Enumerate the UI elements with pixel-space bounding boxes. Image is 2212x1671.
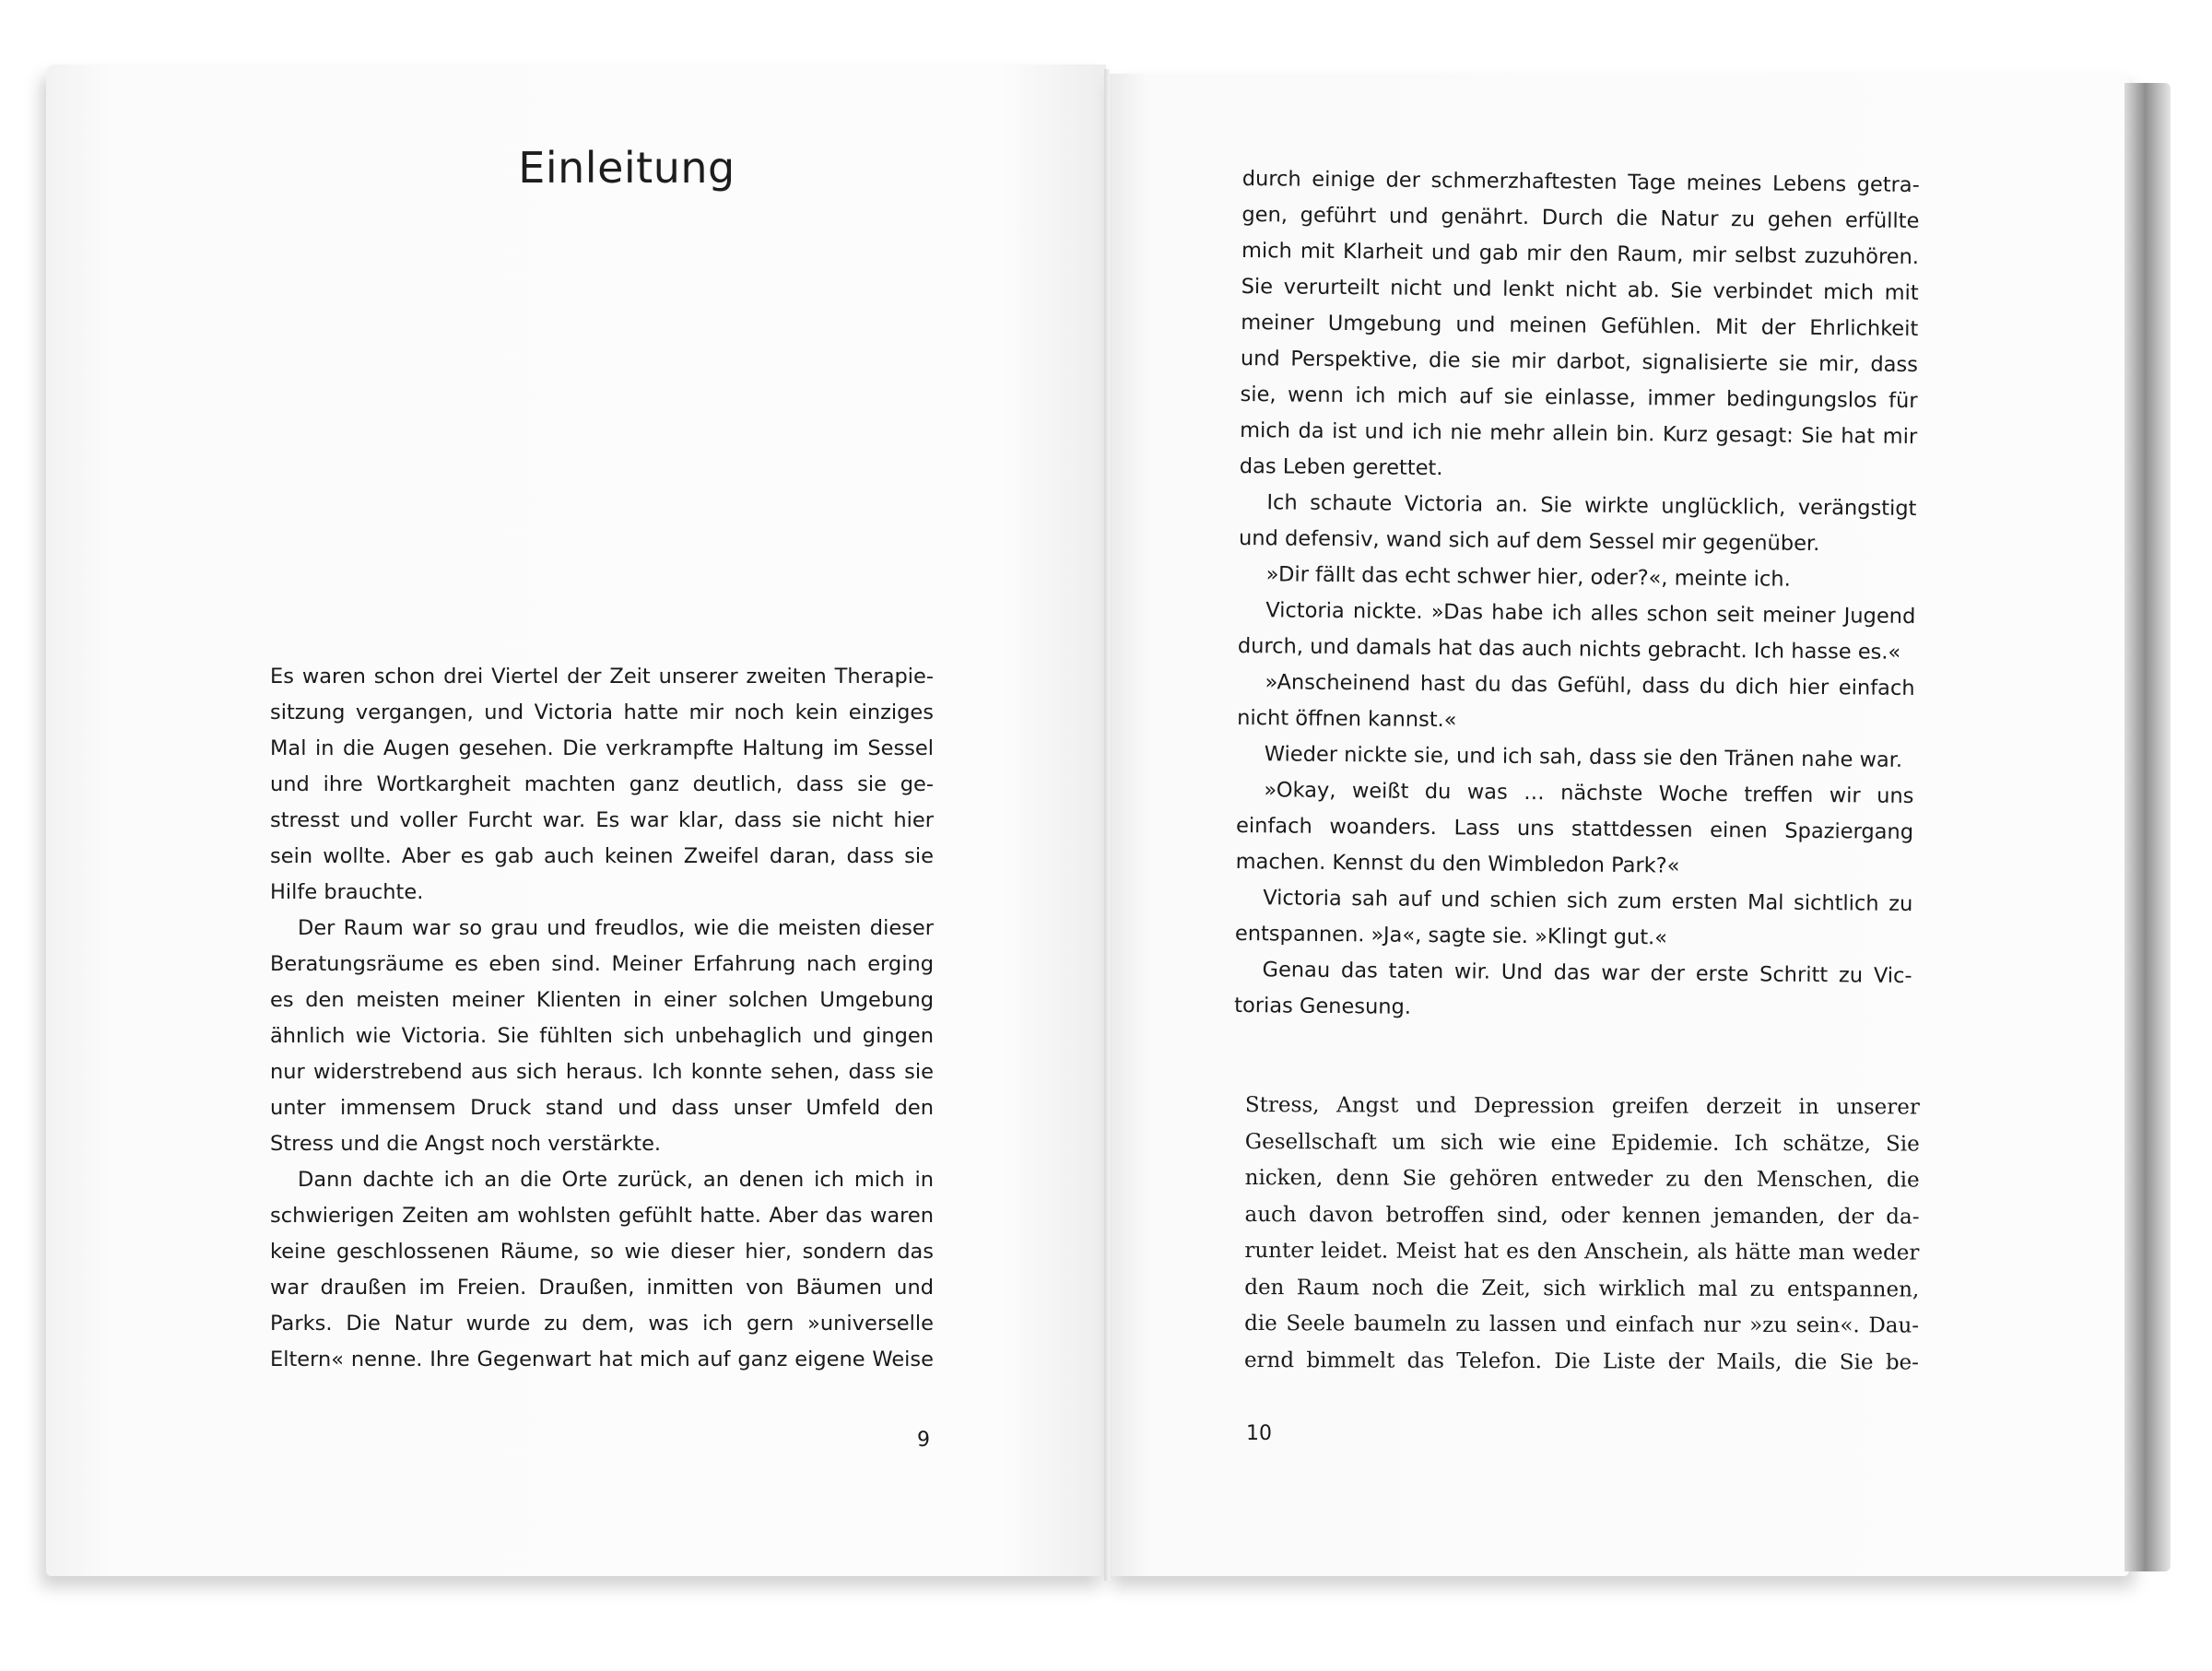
text-line: meiner Umgebung und meinen Gefühlen. Mit der Ehrlichkeit <box>1241 310 1919 342</box>
text-line: Genau das taten wir. Und das war der erste Schritt zu Vic- <box>1262 958 1912 989</box>
text-line: ähnlich wie Victoria. Sie fühlten sich unbehaglich und gingen <box>270 1024 934 1048</box>
text-line: »Dir fällt das echt schwer hier, oder?«, meinte ich. <box>1265 562 1791 592</box>
right-page-body-text <box>1234 161 1920 1030</box>
left-page-body-text <box>270 659 934 1378</box>
text-line: die Seele baumeln zu lassen und einfach nur »zu sein«. Dau- <box>1244 1311 1920 1338</box>
text-line: Hilfe brauchte. <box>270 880 424 904</box>
text-line: Victoria sah auf und schien sich zum ersten Mal sichtlich zu <box>1263 886 1913 917</box>
text-line: Dann dachte ich an die Orte zurück, an denen ich mich in <box>298 1168 934 1192</box>
text-line: den Raum noch die Zeit, sich wirklich mal zu entspannen, <box>1244 1275 1920 1302</box>
text-line: runter leidet. Meist hat es den Anschein, als hätte man weder <box>1244 1238 1920 1265</box>
text-line: ernd bimmelt das Telefon. Die Liste der Mails, die Sie be- <box>1243 1347 1920 1375</box>
text-line: mich mit Klarheit und gab mir den Raum, mir selbst zuzuhören. <box>1241 238 1920 270</box>
text-line: nicht öffnen kannst.« <box>1237 705 1457 733</box>
text-line: Victoria nickte. »Das habe ich alles schon seit meiner Jugend <box>1265 598 1916 630</box>
text-line: schwierigen Zeiten am wohlsten gefühlt hatte. Aber das waren <box>270 1204 934 1228</box>
text-line: Der Raum war so grau und freudlos, wie die meisten dieser <box>298 916 934 940</box>
text-line: und defensiv, wand sich auf dem Sessel mir gegenüber. <box>1238 525 1820 557</box>
chapter-title: Einleitung <box>518 143 735 193</box>
text-line: keine geschlossenen Räume, so wie dieser hier, sondern das <box>270 1240 934 1264</box>
text-line: torias Genesung. <box>1234 993 1412 1019</box>
page-edges <box>2124 83 2171 1571</box>
text-line: das Leben gerettet. <box>1239 453 1443 481</box>
text-line: Es waren schon drei Viertel der Zeit unserer zweiten Therapie- <box>270 665 934 688</box>
text-line: und Perspektive, die sie mir darbot, signalisierte sie mir, dass <box>1240 346 1919 378</box>
text-line: Gesellschaft um sich wie eine Epidemie. Ich schätze, Sie <box>1244 1129 1920 1157</box>
page-number-left: 9 <box>917 1429 930 1452</box>
text-line: Sie verurteilt nicht und lenkt nicht ab. Sie verbindet mich mit <box>1241 274 1919 306</box>
text-line: Eltern« nenne. Ihre Gegenwart hat mich auf ganz eigene Weise <box>270 1347 934 1371</box>
text-line: Beratungsräume es eben sind. Meiner Erfahrung nach erging <box>270 952 934 976</box>
text-line: entspannen. »Ja«, sagte sie. »Klingt gut.« <box>1234 921 1668 950</box>
text-line: mich da ist und ich nie mehr allein bin. Kurz gesagt: Sie hat mir <box>1240 418 1918 450</box>
text-line: und ihre Wortkargheit machten ganz deutlich, dass sie ge- <box>270 772 934 796</box>
text-line: Stress und die Angst noch verstärkte. <box>270 1132 662 1156</box>
text-line: Stress, Angst und Depression greifen derzeit in unserer <box>1244 1093 1920 1120</box>
text-line: nicken, denn Sie gehören entweder zu den Menschen, die <box>1244 1165 1920 1193</box>
text-line: gen, geführt und genährt. Durch die Natur zu gehen erfüllte <box>1241 202 1920 234</box>
text-line: sie, wenn ich mich auf sie einlasse, immer bedingungslos für <box>1240 382 1918 414</box>
page-number-right: 10 <box>1246 1422 1272 1445</box>
text-line: sein wollte. Aber es gab auch keinen Zweifel daran, dass sie <box>270 844 934 868</box>
right-page-serif-text <box>1244 1088 1920 1382</box>
text-line: »Okay, weißt du was … nächste Woche treffen wir uns <box>1264 778 1914 809</box>
text-line: unter immensem Druck stand und dass unser Umfeld den <box>270 1096 934 1120</box>
text-line: stresst und voller Furcht war. Es war klar, dass sie nicht hier <box>270 808 934 832</box>
text-line: Wieder nickte sie, und ich sah, dass sie den Tränen nahe war. <box>1264 742 1903 772</box>
text-line: durch, und damals hat das auch nichts gebracht. Ich hasse es.« <box>1237 633 1901 665</box>
text-line: Parks. Die Natur wurde zu dem, was ich gern »universelle <box>270 1312 934 1336</box>
text-line: Mal in die Augen gesehen. Die verkrampfte Haltung im Sessel <box>270 736 934 760</box>
text-line: auch davon betroffen sind, oder kennen jemanden, der da- <box>1244 1202 1920 1230</box>
text-line: Ich schaute Victoria an. Sie wirkte unglücklich, verängstigt <box>1266 490 1917 522</box>
text-line: war draußen im Freien. Draußen, inmitten von Bäumen und <box>270 1276 934 1300</box>
text-line: sitzung vergangen, und Victoria hatte mir noch kein einziges <box>270 700 934 724</box>
text-line: einfach woanders. Lass uns stattdessen einen Spaziergang <box>1235 813 1914 845</box>
book-gutter <box>1104 69 1110 1581</box>
text-line: »Anscheinend hast du das Gefühl, dass du dich hier einfach <box>1265 670 1915 701</box>
text-line: machen. Kennst du den Wimbledon Park?« <box>1235 849 1680 878</box>
text-line: durch einige der schmerzhaftesten Tage meines Lebens getra- <box>1241 166 1920 198</box>
text-line: es den meisten meiner Klienten in einer solchen Umgebung <box>270 988 934 1012</box>
text-line: nur widerstrebend aus sich heraus. Ich konnte sehen, dass sie <box>270 1060 934 1084</box>
